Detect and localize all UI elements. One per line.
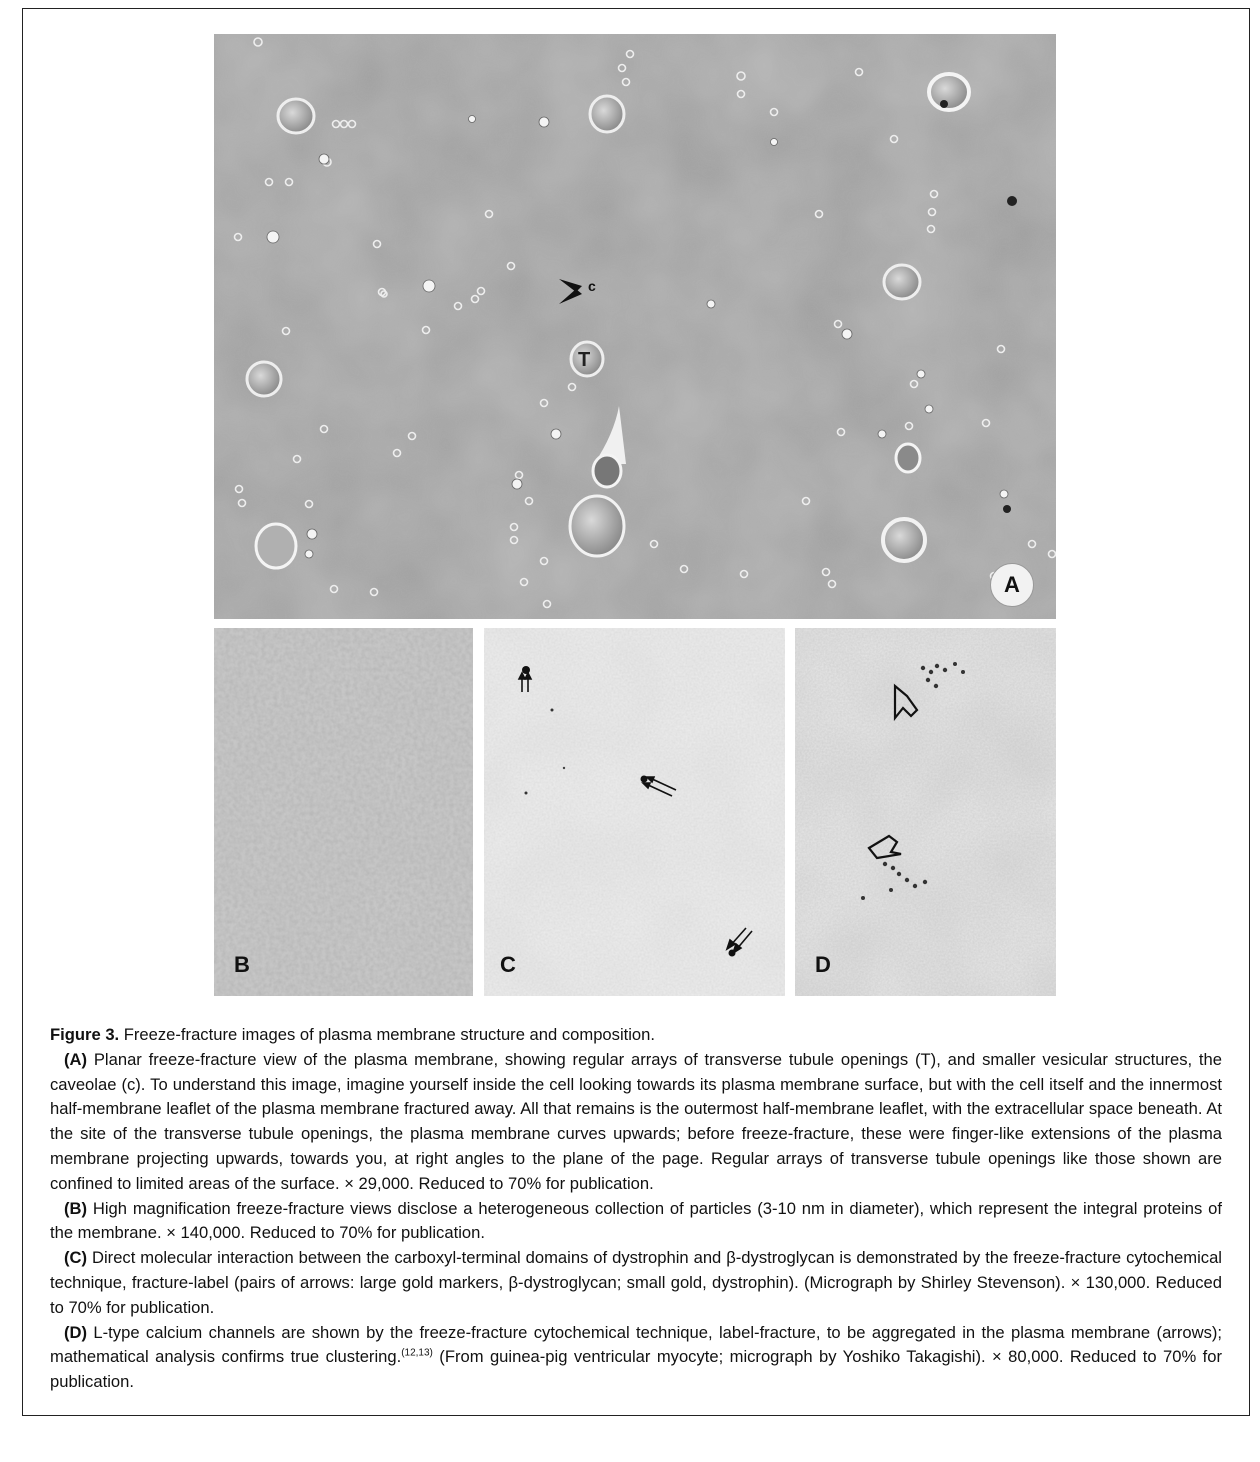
caption-a-lead: (A) [64, 1049, 88, 1069]
panel-d-label: D [815, 952, 831, 977]
panel-b-label: B [234, 952, 250, 977]
panel-b-image [214, 628, 473, 996]
caption-c-lead: (C) [64, 1248, 88, 1268]
caveolae-marker: c [588, 278, 596, 294]
panel-c-image [484, 628, 785, 996]
caption-title-text: Freeze-fracture images of plasma membrane structure and composition. [119, 1025, 655, 1044]
caption-b-lead: (B) [64, 1198, 88, 1218]
panel-d-image [795, 628, 1056, 996]
caption-d-text-1: L-type calcium channels are shown by the freeze-fracture cytochemical technique, label-fracture, to be aggregated in the plasma membrane (arrows); mathematical analysis confirms true clustering. [50, 1322, 1222, 1367]
caption-title: Figure 3. [50, 1025, 120, 1044]
panel-a-image [214, 34, 1056, 619]
caption-b-text: High magnification freeze-fracture views disclose a heterogeneous collection of particles (3-10 nm in diameter), which represent the integral proteins of the membrane. × 140,000. Reduced to 70% for publication. [50, 1198, 1222, 1243]
caption-c-text: Direct molecular interaction between the carboxyl-terminal domains of dystrophin and β-dystroglycan is demonstrated by the freeze-fracture cytochemical technique, fracture-label (pairs of arrows: large gold markers, β-dystroglycan; small gold, dystrophin). (Micrograph by Shirley Stevenson). × 130,000. Reduced to 70% for publication. [50, 1248, 1222, 1317]
figure-caption [50, 1023, 1222, 1395]
panel-d-micrograph [795, 628, 1056, 996]
caption-d-reference: (12,13) [401, 1347, 433, 1359]
panel-b-micrograph [214, 628, 473, 996]
panel-a-label: A [990, 563, 1034, 607]
panel-c-micrograph [484, 628, 785, 996]
panel-a-micrograph [214, 34, 1056, 619]
caption-d-lead: (D) [64, 1322, 88, 1342]
caption-a-text: Planar freeze-fracture view of the plasma membrane, showing regular arrays of transverse tubule openings (T), and smaller vesicular structures, the caveolae (c). To understand this image, imagine yourself inside the cell looking towards its plasma membrane surface, but with the cell itself and the innermost half-membrane leaflet of the plasma membrane fractured away. All that remains is the outermost half-membrane leaflet, with the extracellular space beneath. At the site of the transverse tubule openings, the plasma membrane curves upwards; before freeze-fracture, these were finger-like extensions of the plasma membrane projecting upwards, towards you, at right angles to the plane of the page. Regular arrays of transverse tubule openings like those shown are confined to limited areas of the surface. × 29,000. Reduced to 70% for publication. [50, 1049, 1222, 1193]
tubule-marker: T [578, 349, 591, 371]
caption-d-text-2: (From guinea-pig ventricular myocyte; micrograph by Yoshiko Takagishi). × 80,000. Reduced to 70% for publication. [50, 1347, 1222, 1392]
panel-c-label: C [500, 952, 516, 977]
